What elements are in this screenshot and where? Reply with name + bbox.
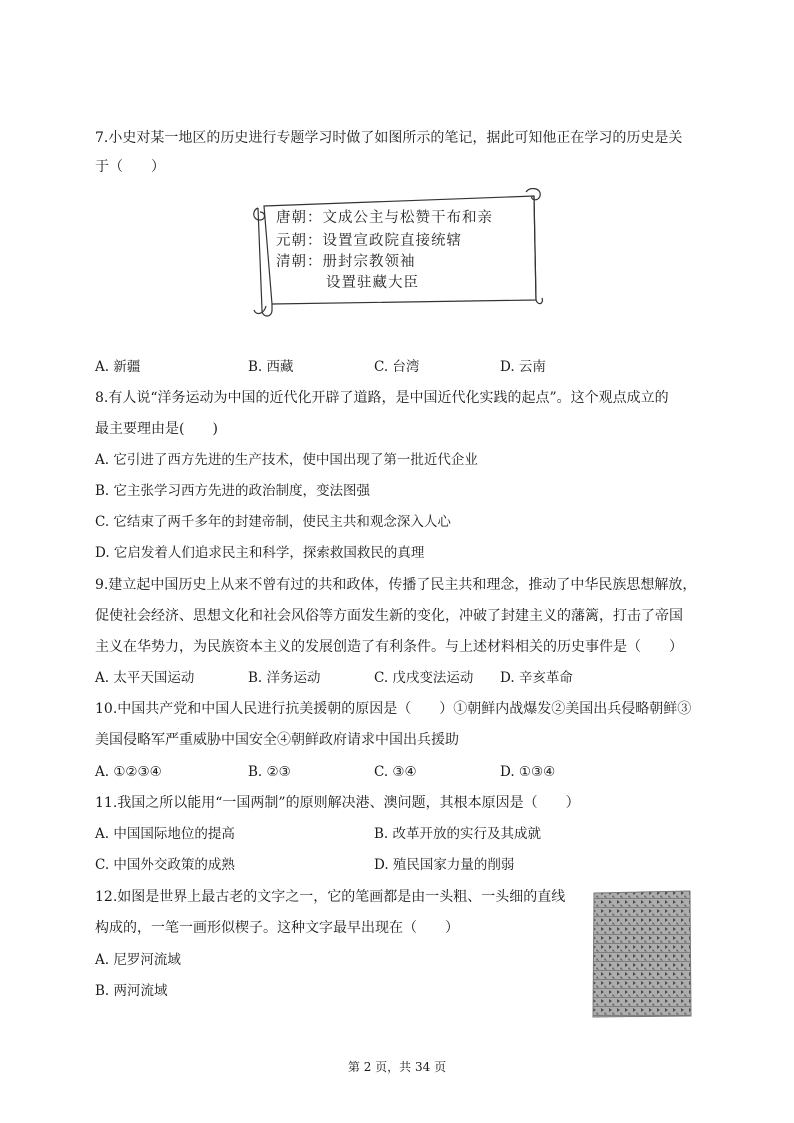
q10-stem-line2: 美国侵略军严重威胁中国安全④朝鲜政府请求中国出兵援助 [95,732,459,748]
q9-option-b: B. 洋务运动 [248,670,321,686]
q9-stem-line3: 主义在华势力，为民族资本主义的发展创造了有利条件。与上述材料相关的历史事件是（ ） [95,639,683,655]
q10-option-d: D. ①③④ [500,764,556,780]
q12-option-a: A. 尼罗河流域 [95,952,181,968]
q7-stem-line1: 7.小史对某一地区的历史进行专题学习时做了如图所示的笔记，据此可知他正在学习的历史是关 [95,130,683,146]
page-number-footer: 第 2 页，共 34 页 [347,1060,447,1074]
q8-option-c: C. 它结束了两千多年的封建帝制，使民主共和观念深入人心 [95,514,451,530]
q8-stem-line2: 最主要理由是( ) [95,421,218,437]
q7-scroll-note-figure [250,188,544,320]
q12-option-b: B. 两河流域 [95,983,168,999]
q11-option-b: B. 改革开放的实行及其成就 [374,826,542,842]
q12-stem-line1: 12.如图是世界上最古老的文字之一，它的笔画都是由一头粗、一头细的直线 [95,889,566,905]
note-line-qing-2: 设置驻藏大臣 [326,275,419,291]
q11-stem-line1: 11.我国之所以能用“一国两制”的原则解决港、澳问题，其根本原因是（ ） [95,795,580,811]
q7-stem-line2: 于（ ） [95,159,165,175]
q10-option-c: C. ③④ [374,764,417,780]
q11-option-d: D. 殖民国家力量的削弱 [374,857,515,873]
q8-option-d: D. 它启发着人们追求民主和科学，探索救国救民的真理 [95,545,425,561]
q11-option-a: A. 中国国际地位的提高 [95,826,235,842]
q7-option-c: C. 台湾 [374,359,420,375]
cuneiform-tablet-image [592,890,692,1018]
q7-option-d: D. 云南 [500,359,546,375]
q9-stem-line1: 9.建立起中国历史上从来不曾有过的共和政体，传播了民主共和理念，推动了中华民族思想解放， [95,577,697,593]
q10-option-a: A. ①②③④ [95,764,162,780]
q10-option-b: B. ②③ [248,764,291,780]
q11-option-c: C. 中国外交政策的成熟 [95,857,235,873]
q9-option-c: C. 戊戌变法运动 [374,670,474,686]
q8-option-a: A. 它引进了西方先进的生产技术，使中国出现了第一批近代企业 [95,452,478,468]
q9-option-d: D. 辛亥革命 [500,670,573,686]
note-line-tang: 唐朝：文成公主与松赞干布和亲 [276,210,493,226]
q9-stem-line2: 促使社会经济、思想文化和社会风俗等方面发生新的变化，冲破了封建主义的藩篱，打击了帝国 [95,608,683,624]
q9-option-a: A. 太平天国运动 [95,670,195,686]
q8-option-b: B. 它主张学习西方先进的政治制度，变法图强 [95,483,371,499]
q8-stem-line1: 8.有人说“洋务运动为中国的近代化开辟了道路，是中国近代化实践的起点”。这个观点成立的 [95,390,669,406]
q12-stem-line2: 构成的，一笔一画形似楔子。这种文字最早出现在（ ） [95,920,459,936]
q7-option-a: A. 新疆 [95,359,141,375]
note-line-yuan: 元朝：设置宣政院直接统辖 [276,233,462,249]
note-line-qing: 清朝：册封宗教领袖 [276,254,416,270]
q7-option-b: B. 西藏 [248,359,294,375]
q10-stem-line1: 10.中国共产党和中国人民进行抗美援朝的原因是（ ）①朝鲜内战爆发②美国出兵侵略朝鲜③ [95,701,692,717]
